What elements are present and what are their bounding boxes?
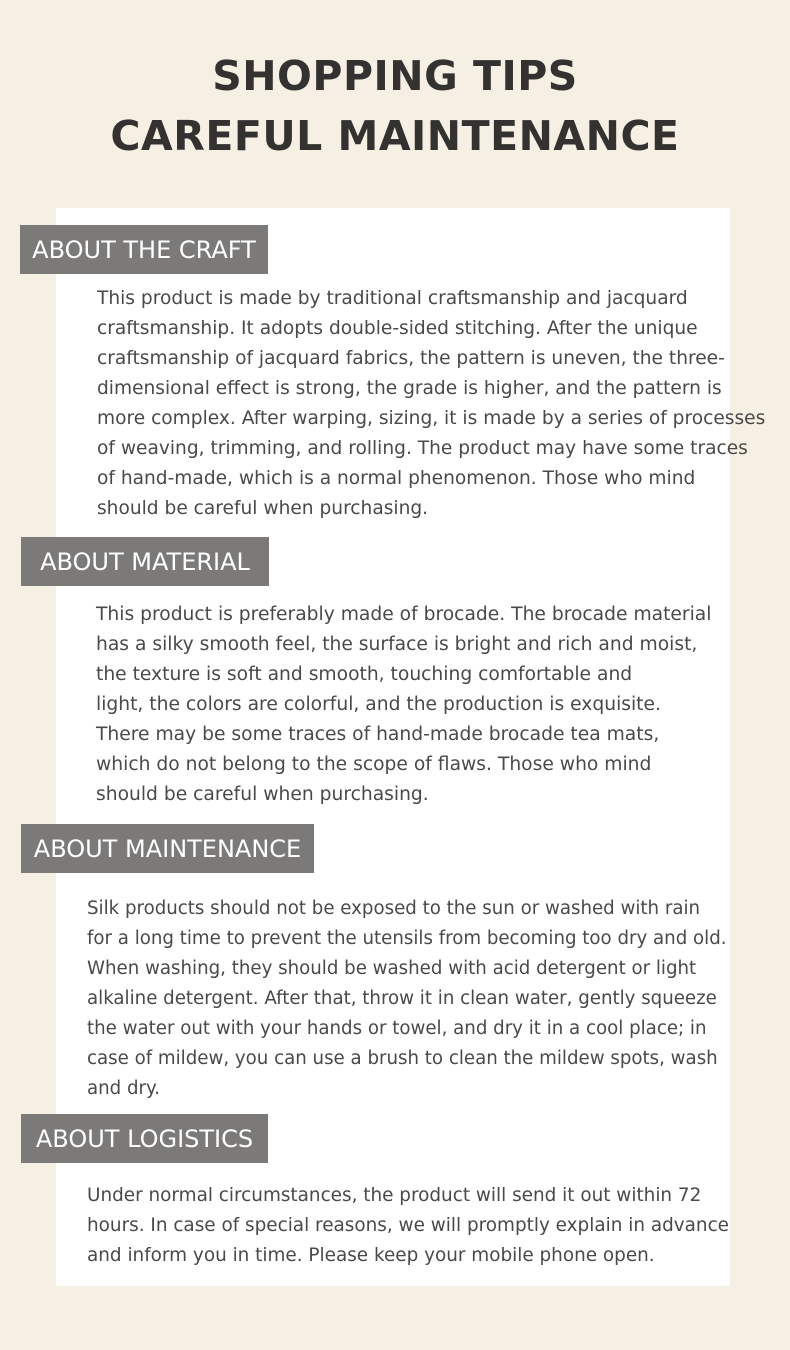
- section-text-material: [96, 600, 711, 810]
- text-line: Under normal circumstances, the product will send it out within 72: [87, 1185, 702, 1206]
- section-text-maintenance: [87, 894, 727, 1104]
- text-line: and dry.: [87, 1078, 160, 1099]
- section-tag-craft: ABOUT THE CRAFT: [20, 225, 268, 274]
- text-line: of weaving, trimming, and rolling. The product may have some traces: [97, 438, 748, 459]
- text-line: alkaline detergent. After that, throw it in clean water, gently squeeze: [87, 988, 717, 1009]
- section-text-craft: [97, 284, 765, 524]
- text-line: the water out with your hands or towel, and dry it in a cool place; in: [87, 1018, 707, 1039]
- section-text-logistics: [87, 1181, 729, 1271]
- text-line: When washing, they should be washed with acid detergent or light: [87, 958, 697, 979]
- section-tag-maintenance: ABOUT MAINTENANCE: [21, 824, 314, 873]
- text-line: of hand-made, which is a normal phenomenon. Those who mind: [97, 468, 696, 489]
- text-line: case of mildew, you can use a brush to clean the mildew spots, wash: [87, 1048, 718, 1069]
- text-line: has a silky smooth feel, the surface is bright and rich and moist,: [96, 634, 698, 655]
- text-line: light, the colors are colorful, and the production is exquisite.: [96, 694, 661, 715]
- text-line: the texture is soft and smooth, touching comfortable and: [96, 664, 633, 685]
- text-line: dimensional effect is strong, the grade is higher, and the pattern is: [97, 378, 722, 399]
- text-line: and inform you in time. Please keep your mobile phone open.: [87, 1245, 655, 1266]
- text-line: for a long time to prevent the utensils from becoming too dry and old.: [87, 928, 727, 949]
- text-line: which do not belong to the scope of flaws. Those who mind: [96, 754, 652, 775]
- text-line: should be careful when purchasing.: [97, 498, 429, 519]
- text-line: hours. In case of special reasons, we will promptly explain in advance: [87, 1215, 730, 1236]
- page-title-shopping-tips: SHOPPING TIPS: [212, 52, 578, 100]
- section-tag-material: ABOUT MATERIAL: [21, 537, 269, 586]
- text-line: There may be some traces of hand-made brocade tea mats,: [96, 724, 660, 745]
- text-line: This product is made by traditional craftsmanship and jacquard: [97, 288, 688, 309]
- text-line: This product is preferably made of brocade. The brocade material: [96, 604, 712, 625]
- text-line: more complex. After warping, sizing, it is made by a series of processes: [97, 408, 766, 429]
- section-tag-logistics: ABOUT LOGISTICS: [21, 1114, 268, 1163]
- text-line: craftsmanship of jacquard fabrics, the pattern is uneven, the three-: [97, 348, 725, 369]
- page-title-careful-maintenance: CAREFUL MAINTENANCE: [110, 112, 680, 160]
- text-line: Silk products should not be exposed to the sun or washed with rain: [87, 898, 701, 919]
- text-line: should be careful when purchasing.: [96, 784, 429, 805]
- text-line: craftsmanship. It adopts double-sided stitching. After the unique: [97, 318, 698, 339]
